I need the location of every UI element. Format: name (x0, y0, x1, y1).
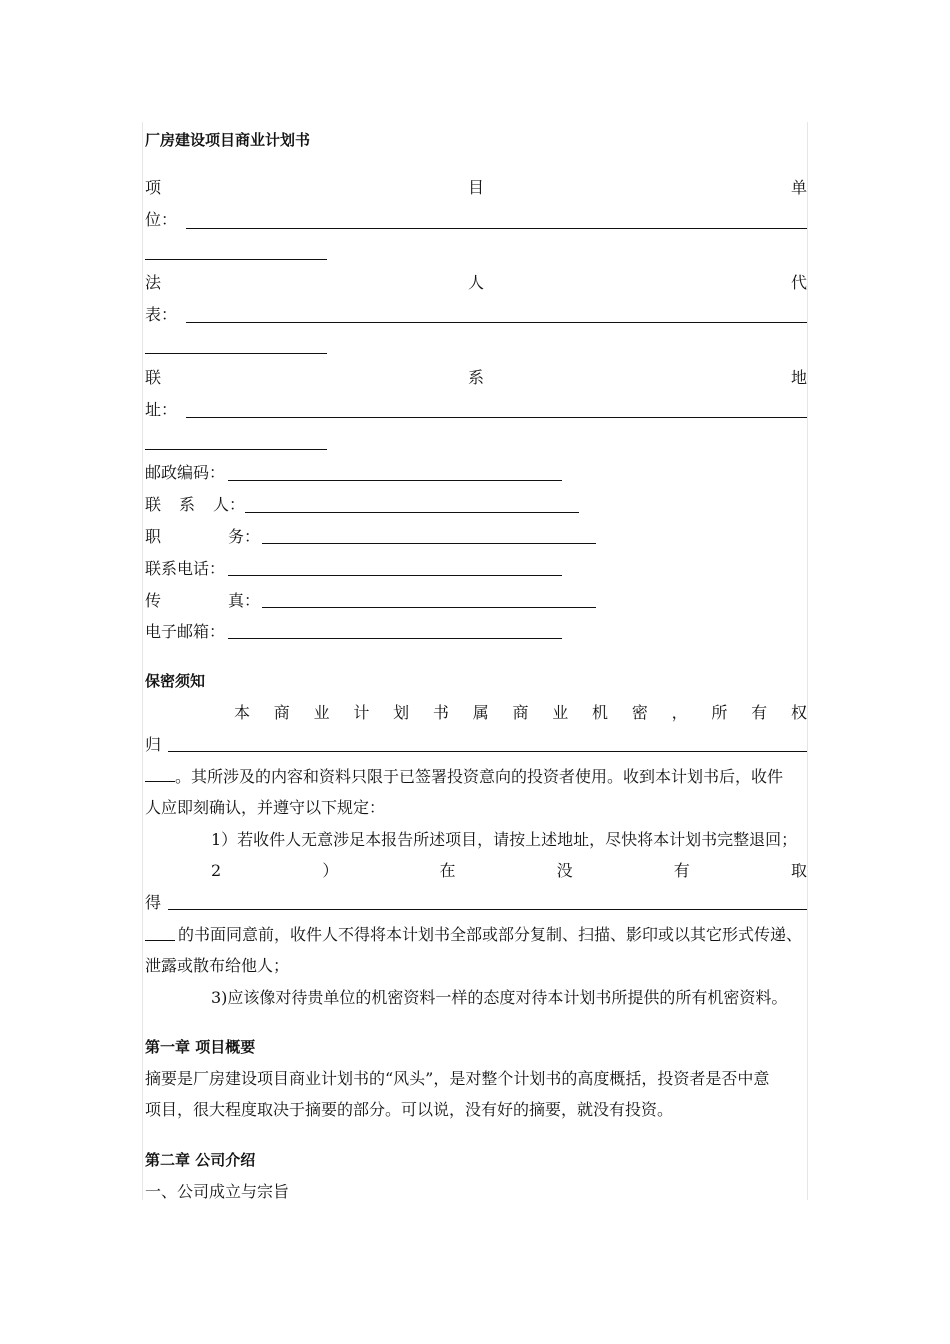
rule-2-line1 (211, 861, 807, 881)
chapter2-subheading: 一、公司成立与宗旨 (145, 1182, 290, 1201)
contact-person-label-a: 联 (145, 495, 162, 514)
project-unit-blank[interactable] (186, 228, 807, 229)
fax-label-b: 真： (228, 591, 261, 610)
address-blank[interactable] (186, 417, 807, 418)
project-unit-blank-cont[interactable] (145, 259, 327, 260)
postal-code-blank[interactable] (228, 480, 562, 481)
page-frame-left (142, 122, 143, 1200)
confidential-line2-start: 归 (145, 735, 162, 754)
consent-blank-cont[interactable] (145, 940, 175, 941)
owner-blank[interactable] (168, 751, 807, 752)
email-label: 电子邮箱： (145, 622, 226, 641)
label-char: 代 (790, 273, 807, 292)
text-char: 密 (631, 703, 648, 722)
chapter1-paragraph-line1: 摘要是厂房建设项目商业计划书的“风头”，是对整个计划书的高度概括，投资者是否中意 (145, 1069, 770, 1088)
legal-rep-blank[interactable] (186, 322, 807, 323)
label-char: 系 (467, 368, 484, 387)
chapter2-heading: 第二章 公司介绍 (145, 1151, 256, 1169)
rule-2-start: 得 (145, 893, 162, 912)
text-char: 有 (751, 703, 768, 722)
text-char: 2 (211, 861, 222, 880)
rule-1: 1）若收件人无意涉足本报告所述项目，请按上述地址，尽快将本计划书完整退回； (211, 830, 798, 849)
label-char: 法 (145, 273, 162, 292)
contact-person-label-b: 系 (179, 495, 196, 514)
label-char: 地 (790, 368, 807, 387)
text-char: 业 (552, 703, 569, 722)
postal-code-label: 邮政编码： (145, 463, 226, 482)
label-char: 单 (790, 178, 807, 197)
text-char: 商 (273, 703, 290, 722)
text-char: 商 (512, 703, 529, 722)
confidential-heading: 保密须知 (145, 672, 206, 690)
label-char: 人 (467, 273, 484, 292)
text-char: ， (671, 703, 688, 722)
label-char: 联 (145, 368, 162, 387)
legal-rep-label-row (145, 273, 807, 293)
label-char: 目 (467, 178, 484, 197)
chapter1-paragraph-line2: 项目，很大程度取决于摘要的部分。可以说，没有好的摘要，就没有投资。 (145, 1100, 674, 1119)
address-blank-cont[interactable] (145, 449, 327, 450)
address-label-cont: 址： (145, 400, 178, 419)
text-char: 业 (313, 703, 330, 722)
contact-person-label-c: 人： (213, 495, 246, 514)
rule-2-end: 泄露或散布给他人； (145, 956, 290, 975)
text-char: 取 (790, 861, 807, 880)
phone-blank[interactable] (228, 575, 562, 576)
position-label-b: 务： (228, 527, 261, 546)
legal-rep-blank-cont[interactable] (145, 353, 327, 354)
phone-label: 联系电话： (145, 559, 226, 578)
confidential-line4: 人应即刻确认，并遵守以下规定： (145, 798, 386, 817)
rule-3: 3)应该像对待贵单位的机密资料一样的态度对待本计划书所提供的所有机密资料。 (211, 988, 788, 1007)
text-char: 有 (673, 861, 690, 880)
text-char: 机 (592, 703, 609, 722)
email-blank[interactable] (228, 638, 562, 639)
text-char: 书 (432, 703, 449, 722)
text-char: 属 (472, 703, 489, 722)
label-char: 项 (145, 178, 162, 197)
text-char: 所 (711, 703, 728, 722)
text-char: 本 (234, 703, 251, 722)
position-blank[interactable] (262, 543, 596, 544)
confidential-line1 (234, 703, 807, 723)
rule-2-cont: 的书面同意前，收件人不得将本计划书全部或部分复制、扫描、影印或以其它形式传递、 (178, 925, 803, 944)
confidential-line3: 。其所涉及的内容和资料只限于已签署投资意向的投资者使用。收到本计划书后，收件 (175, 767, 784, 786)
text-char: ） (322, 861, 339, 880)
fax-blank[interactable] (262, 607, 596, 608)
text-char: 划 (393, 703, 410, 722)
chapter1-heading: 第一章 项目概要 (145, 1038, 256, 1056)
position-label-a: 职 (145, 527, 162, 546)
owner-blank-cont[interactable] (145, 781, 175, 782)
text-char: 在 (439, 861, 456, 880)
document-title: 厂房建设项目商业计划书 (145, 131, 311, 149)
project-unit-label-row (145, 178, 807, 198)
contact-person-blank[interactable] (245, 512, 579, 513)
text-char: 没 (556, 861, 573, 880)
legal-rep-label-cont: 表： (145, 305, 178, 324)
address-label-row (145, 368, 807, 388)
text-char: 计 (353, 703, 370, 722)
text-char: 权 (790, 703, 807, 722)
consent-blank[interactable] (168, 909, 807, 910)
project-unit-label-cont: 位： (145, 210, 178, 229)
page-frame-right (807, 122, 808, 1200)
fax-label-a: 传 (145, 591, 162, 610)
